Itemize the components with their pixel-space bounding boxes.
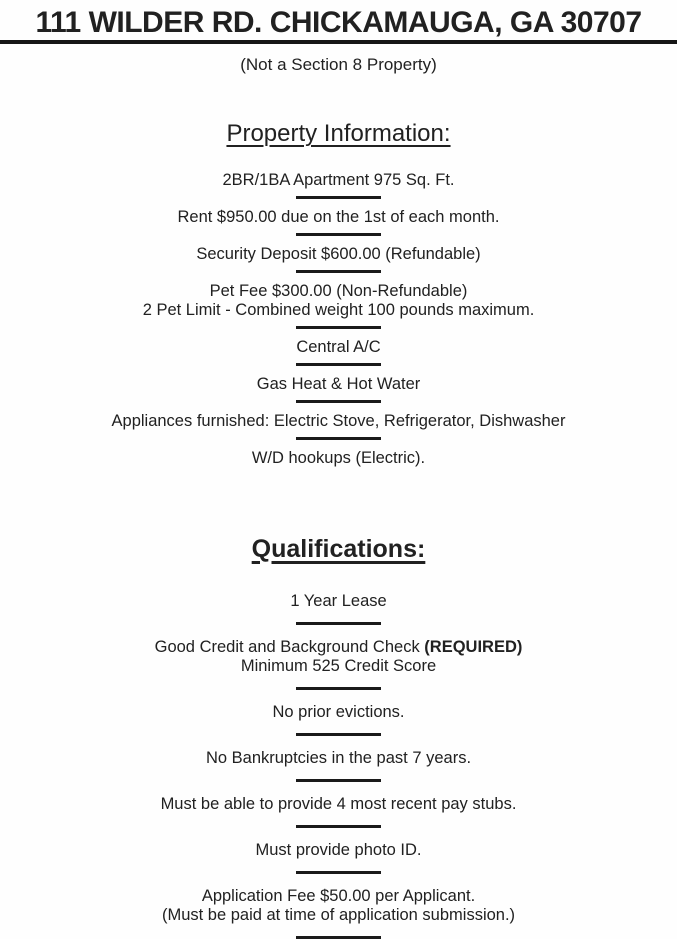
divider xyxy=(296,779,381,782)
divider xyxy=(296,326,381,329)
qualifications-heading: Qualifications: xyxy=(251,535,426,563)
pay-stubs-rule: Must be able to provide 4 most recent pay stubs. xyxy=(160,795,517,813)
credit-score-minimum: Minimum 525 Credit Score xyxy=(240,657,437,675)
divider xyxy=(296,871,381,874)
pet-limit: 2 Pet Limit - Combined weight 100 pounds maximum. xyxy=(142,301,535,319)
credit-background-check xyxy=(0,638,677,657)
cooling: Central A/C xyxy=(296,338,381,356)
appliances: Appliances furnished: Electric Stove, Refrigerator, Dishwasher xyxy=(111,412,566,430)
divider xyxy=(296,622,381,625)
application-fee: Application Fee $50.00 per Applicant. xyxy=(201,887,476,905)
divider xyxy=(296,196,381,199)
credit-check-required: (REQUIRED) xyxy=(424,638,523,656)
section-property-information xyxy=(0,119,677,468)
unit-details: 2BR/1BA Apartment 975 Sq. Ft. xyxy=(222,171,455,189)
property-information-heading: Property Information: xyxy=(226,120,451,147)
divider xyxy=(296,733,381,736)
divider xyxy=(296,400,381,403)
heating: Gas Heat & Hot Water xyxy=(256,375,421,393)
bankruptcies-rule: No Bankruptcies in the past 7 years. xyxy=(205,749,472,767)
divider xyxy=(296,437,381,440)
divider xyxy=(296,825,381,828)
security-deposit: Security Deposit $600.00 (Refundable) xyxy=(196,245,481,263)
credit-check-text: Good Credit and Background Check xyxy=(154,638,425,656)
divider xyxy=(296,270,381,273)
page-title: 111 WILDER RD. CHICKAMAUGA, GA 30707 xyxy=(0,8,677,44)
subtitle: (Not a Section 8 Property) xyxy=(240,55,437,74)
lease-term: 1 Year Lease xyxy=(290,592,387,610)
laundry-hookups: W/D hookups (Electric). xyxy=(251,449,426,467)
section-qualifications xyxy=(0,534,677,939)
divider xyxy=(296,687,381,690)
rent-details: Rent $950.00 due on the 1st of each month. xyxy=(177,208,500,226)
application-fee-note: (Must be paid at time of application submission.) xyxy=(161,906,516,924)
divider xyxy=(296,233,381,236)
evictions-rule: No prior evictions. xyxy=(272,703,405,721)
photo-id-rule: Must provide photo ID. xyxy=(255,841,422,859)
divider xyxy=(296,363,381,366)
pet-fee: Pet Fee $300.00 (Non-Refundable) xyxy=(209,282,468,300)
